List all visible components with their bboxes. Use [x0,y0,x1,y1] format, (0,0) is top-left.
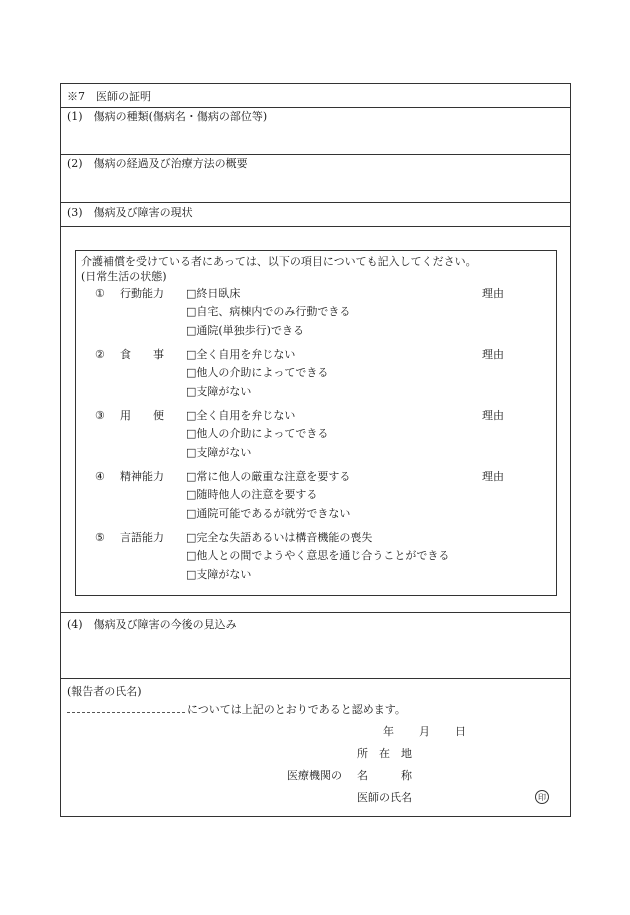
reporter-label: (報告者の氏名) [67,685,142,698]
checkbox-option[interactable]: □全く自用を弁じない [186,409,296,422]
item-category: 用 便 [120,409,164,422]
reason-label: 理由 [482,348,504,361]
item-number: ⑤ [95,531,105,544]
form-header: ※7 医師の証明 [67,90,151,103]
item-category: 言語能力 [120,531,164,544]
reporter-name-field[interactable] [67,712,185,713]
address-label: 所 在 地 [357,747,412,760]
date-day: 日 [455,725,466,738]
checkbox-option[interactable]: □支障がない [186,385,252,398]
section-4-title: (4) 傷病及び障害の今後の見込み [67,618,237,631]
checkbox-option[interactable]: □支障がない [186,446,252,459]
item-category: 行動能力 [120,287,164,300]
checkbox-option[interactable]: □常に他人の厳重な注意を要する [186,470,351,483]
checkbox-option[interactable]: □終日臥床 [186,287,241,300]
daily-life-subtitle: (日常生活の状態) [81,270,167,283]
checkbox-option[interactable]: □随時他人の注意を要する [186,488,318,501]
reason-label: 理由 [482,470,504,483]
divider [61,612,570,613]
section-2-title: (2) 傷病の経過及び治療方法の概要 [67,157,248,170]
certify-text: については上記のとおりであると認めます。 [187,703,406,716]
reason-label: 理由 [482,409,504,422]
item-number: ① [95,287,105,300]
reason-label: 理由 [482,287,504,300]
divider [61,202,570,203]
item-category: 精神能力 [120,470,164,483]
daily-life-status-box [75,250,557,596]
item-number: ③ [95,409,105,422]
checkbox-option[interactable]: □他人の介助によってできる [186,427,329,440]
medical-certificate-form [60,83,571,817]
checkbox-option[interactable]: □全く自用を弁じない [186,348,296,361]
divider [61,678,570,679]
checkbox-option[interactable]: □通院可能であるが就労できない [186,507,351,520]
item-number: ④ [95,470,105,483]
doctor-name-label: 医師の氏名 [357,791,412,804]
section-1-title: (1) 傷病の種類(傷病名・傷病の部位等) [67,110,268,123]
item-number: ② [95,348,105,361]
checkbox-option[interactable]: □自宅、病棟内でのみ行動できる [186,305,351,318]
checkbox-option[interactable]: □通院(単独歩行)できる [186,324,304,337]
date-month: 月 [419,725,430,738]
institution-prefix: 医療機関の [287,769,342,782]
seal-mark: 印 [535,790,549,804]
item-category: 食 事 [120,348,164,361]
section-3-title: (3) 傷病及び障害の現状 [67,206,193,219]
divider [61,107,570,108]
institution-name-label: 名 称 [357,769,412,782]
intro-text: 介護補償を受けている者にあっては、以下の項目についても記入してください。 [81,255,477,268]
divider [61,226,570,227]
date-year: 年 [383,725,394,738]
checkbox-option[interactable]: □完全な失語あるいは構音機能の喪失 [186,531,373,544]
checkbox-option[interactable]: □他人の介助によってできる [186,366,329,379]
checkbox-option[interactable]: □支障がない [186,568,252,581]
divider [61,154,570,155]
checkbox-option[interactable]: □他人との間でようやく意思を通じ合うことができる [186,549,450,562]
